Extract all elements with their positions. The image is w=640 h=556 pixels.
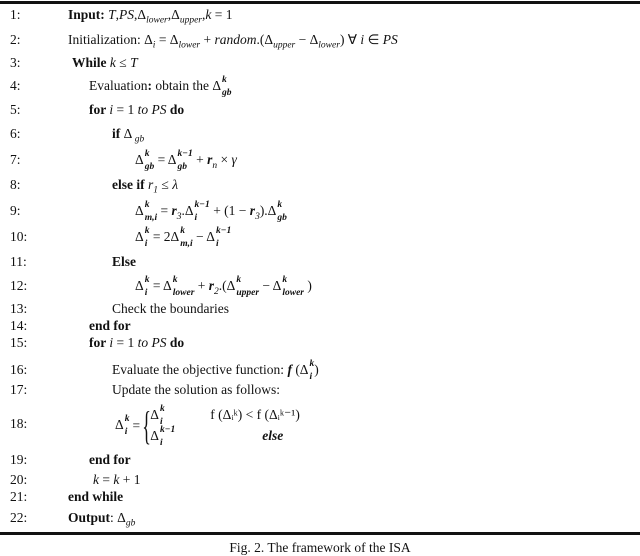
algorithm-line — [89, 318, 131, 334]
line-text: r — [207, 152, 213, 168]
line-text: + — [194, 278, 209, 294]
math-subscript: lower — [178, 40, 201, 51]
line-number: 4: — [10, 78, 21, 93]
algorithm-line — [112, 359, 319, 382]
case1-value: Δ k i — [150, 404, 165, 427]
line-text: .(Δ — [218, 278, 236, 294]
line-text: i — [109, 335, 114, 350]
math-scripts: k−1 i — [215, 226, 232, 249]
algorithm-line — [112, 254, 136, 270]
line-text: + — [192, 152, 208, 168]
line-number: 3: — [10, 55, 21, 70]
line-text: r — [208, 278, 215, 294]
line-text: PS — [119, 7, 135, 22]
line-number: 9: — [10, 203, 21, 218]
equals: = — [132, 418, 141, 433]
line-text: .Δ — [181, 203, 194, 219]
line-text: T — [130, 55, 138, 70]
keyword: for — [89, 335, 110, 350]
line-text: = — [99, 472, 114, 487]
figure-caption: Fig. 2. The framework of the ISA — [229, 540, 411, 555]
math-scripts: k i — [309, 359, 315, 382]
algorithm-line — [89, 452, 131, 468]
algorithm-line — [135, 200, 287, 225]
math-scripts: k m,i — [144, 200, 158, 223]
line-text: Evaluate the objective function: — [112, 362, 288, 378]
line-text: r — [171, 203, 177, 219]
line-text: ≤ — [158, 177, 173, 192]
keyword: end for — [89, 452, 131, 467]
line-text: = — [157, 203, 172, 219]
line-text: = 1 — [113, 102, 138, 117]
math-scripts: k upper — [236, 275, 260, 298]
line-text: = Δ — [154, 152, 177, 168]
keyword: if — [112, 126, 124, 141]
line-text: Δ — [123, 126, 133, 141]
line-text: = 1 — [113, 335, 138, 350]
math-scripts: k i — [144, 275, 150, 298]
algorithm-line — [93, 472, 141, 488]
algorithm-line — [135, 275, 312, 300]
line-number: 12: — [10, 278, 28, 293]
line-text: i — [109, 102, 114, 117]
line-number: 11: — [10, 254, 27, 269]
math-subscript: gb — [125, 518, 136, 529]
line-text: ∈ — [364, 32, 383, 47]
line-text: , — [115, 7, 120, 22]
line-text: to PS — [137, 102, 167, 117]
algorithm-line — [112, 382, 280, 398]
line-text: λ — [172, 177, 179, 192]
line-number: 17: — [10, 382, 28, 397]
line-text: = 1 — [211, 7, 233, 22]
line-number: 21: — [10, 489, 28, 504]
line-number: 20: — [10, 472, 28, 487]
math-subscript: i — [152, 40, 156, 51]
top-rule — [0, 1, 640, 4]
algorithm-line — [68, 32, 398, 54]
line-text: Initialization: Δ — [68, 32, 153, 47]
line-text: ) — [304, 278, 312, 294]
algorithm-line — [135, 149, 237, 174]
algorithm-line — [89, 102, 184, 118]
keyword: Output — [68, 510, 111, 525]
line-text: − Δ — [192, 229, 215, 245]
keyword: end while — [68, 489, 124, 504]
line-number: 13: — [10, 301, 28, 316]
line-text: k — [93, 472, 99, 487]
keyword: Else — [112, 254, 137, 269]
line-number: 6: — [10, 126, 21, 141]
line-number: 19: — [10, 452, 28, 467]
line-text: Δ — [135, 203, 144, 219]
line-text: to PS — [137, 335, 167, 350]
case2-condition: else — [262, 428, 284, 443]
math-subscript: upper — [273, 40, 296, 51]
math-scripts: k−1 gb — [177, 149, 193, 172]
algorithm-line — [68, 7, 232, 29]
line-number: 1: — [10, 7, 21, 22]
line-text: Update the solution as follows: — [112, 382, 280, 397]
line-text: obtain the Δ — [151, 78, 222, 94]
piecewise-update — [115, 403, 300, 448]
line-text: γ — [231, 152, 237, 168]
line-text: ≤ — [115, 55, 131, 70]
algorithm-line — [89, 75, 232, 98]
math-subscript: 3 — [255, 211, 260, 222]
line-text: Δ — [135, 278, 144, 294]
math-scripts: k−1 i — [194, 200, 210, 223]
line-text: i — [360, 32, 365, 47]
line-text: + — [200, 32, 215, 47]
math-subscript: n — [212, 160, 218, 171]
line-text: × — [217, 152, 232, 168]
keyword: Input: — [68, 7, 109, 22]
case2-value: Δ k−1 i — [150, 424, 176, 448]
line-text: ).Δ — [259, 203, 277, 219]
line-text: − Δ — [295, 32, 319, 47]
line-number: 2: — [10, 32, 21, 47]
line-text: Δ — [135, 152, 144, 168]
line-number: 18: — [10, 416, 28, 431]
line-text: random — [214, 32, 257, 47]
line-number: 5: — [10, 102, 21, 117]
brace: { — [142, 403, 151, 448]
line-text: r — [249, 203, 256, 219]
line-text: + (1 − — [209, 203, 250, 219]
line-text: ,Δ — [134, 7, 147, 22]
line-text: : Δ — [110, 510, 126, 525]
keyword: do — [166, 335, 185, 350]
algorithm-line — [89, 335, 184, 351]
keyword: else if — [112, 177, 148, 192]
line-number: 7: — [10, 152, 21, 167]
line-text: (Δ — [291, 362, 309, 378]
math-subscript: upper — [179, 15, 202, 26]
line-number: 10: — [10, 229, 28, 244]
line-number: 14: — [10, 318, 28, 333]
line-text: .(Δ — [256, 32, 274, 47]
line-text: = Δ — [155, 32, 179, 47]
algorithm-line — [112, 126, 144, 148]
line-number: 16: — [10, 362, 28, 377]
line-number: 22: — [10, 510, 28, 525]
line-text: , — [201, 7, 206, 22]
keyword: end for — [89, 318, 131, 333]
case1-condition: f (Δᵢᵏ) < f (Δᵢᵏ⁻¹) — [210, 407, 300, 423]
math-subscript: 3 — [176, 211, 182, 222]
piecewise-lhs: Δ k i — [115, 414, 130, 437]
line-text: ,Δ — [167, 7, 180, 22]
keyword: : — [147, 78, 152, 94]
math-scripts: k lower — [282, 275, 304, 298]
line-text: k — [205, 7, 212, 22]
math-subscript: gb — [132, 134, 145, 145]
line-text: − Δ — [259, 278, 282, 294]
line-text: PS — [382, 32, 398, 47]
keyword: While — [72, 55, 110, 70]
line-text: ) — [314, 362, 319, 378]
line-number: 15: — [10, 335, 28, 350]
line-text: = 2Δ — [149, 229, 180, 245]
math-scripts: k i — [144, 226, 150, 249]
algorithm-line — [68, 489, 123, 505]
math-scripts: k lower — [172, 275, 195, 298]
keyword: for — [89, 102, 110, 117]
line-text: ) ∀ — [339, 32, 361, 47]
math-subscript: lower — [318, 40, 340, 51]
math-subscript: 1 — [153, 185, 159, 196]
math-scripts: k gb — [277, 200, 287, 223]
line-text: f — [287, 362, 292, 378]
line-text: k — [113, 472, 120, 487]
line-text: r — [148, 177, 154, 192]
line-text: T — [108, 7, 116, 22]
math-subscript: lower — [146, 15, 168, 26]
algorithm-line — [68, 510, 135, 532]
math-scripts: k gb — [144, 149, 155, 172]
algorithm-line — [112, 301, 229, 317]
math-subscript: 2 — [214, 286, 219, 297]
line-text: Evaluation — [89, 78, 148, 94]
line-number: 8: — [10, 177, 21, 192]
line-text: Check the boundaries — [112, 301, 229, 316]
line-text: = Δ — [149, 278, 172, 294]
math-scripts: k m,i — [180, 226, 193, 249]
bottom-rule — [0, 532, 640, 535]
line-text: k — [109, 55, 116, 70]
line-text: + 1 — [119, 472, 141, 487]
algorithm-line — [72, 55, 138, 71]
algorithm-line — [112, 177, 178, 199]
algorithm-line — [135, 226, 232, 249]
keyword: do — [166, 102, 185, 117]
math-scripts: k gb — [222, 75, 232, 98]
line-text: Δ — [135, 229, 144, 245]
